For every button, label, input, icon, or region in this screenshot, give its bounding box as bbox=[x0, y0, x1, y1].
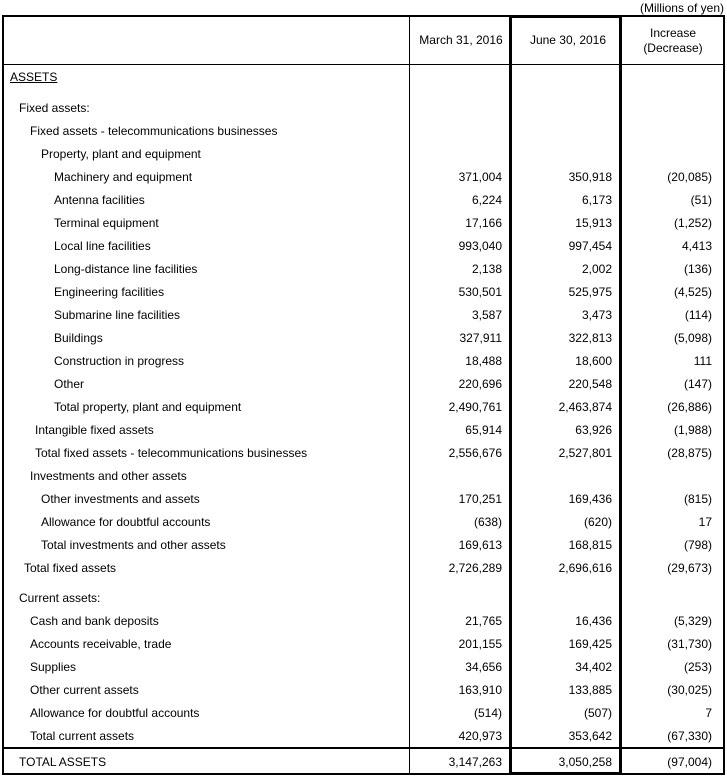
cell-march: 2,138 bbox=[471, 261, 502, 276]
cell-june: 6,173 bbox=[581, 192, 612, 207]
table-row bbox=[4, 586, 723, 609]
table-row bbox=[4, 510, 723, 533]
row-label: Machinery and equipment bbox=[54, 169, 193, 184]
header-increase-decrease bbox=[623, 17, 723, 64]
cell-march: 220,696 bbox=[458, 376, 502, 391]
units-caption: (Millions of yen) bbox=[639, 1, 724, 15]
cell-march: 65,914 bbox=[465, 422, 502, 437]
row-label: Construction in progress bbox=[54, 353, 185, 368]
cell-march: 327,911 bbox=[459, 330, 502, 345]
cell-june: 3,473 bbox=[581, 307, 612, 322]
cell-june: (507) bbox=[583, 705, 612, 720]
row-label: Total investments and other assets bbox=[41, 537, 226, 552]
table-row bbox=[4, 395, 723, 418]
cell-march: 170,251 bbox=[458, 491, 502, 506]
cell-march: (638) bbox=[473, 514, 502, 529]
row-label: Current assets: bbox=[19, 590, 101, 605]
cell-increase: 7 bbox=[705, 705, 712, 720]
cell-increase: (815) bbox=[683, 491, 712, 506]
table-row bbox=[4, 142, 723, 165]
balance-sheet-table bbox=[2, 15, 725, 775]
header-increase-line2: (Decrease) bbox=[643, 40, 703, 55]
row-label: Total fixed assets - telecommunications businesses bbox=[35, 445, 308, 460]
cell-june: (620) bbox=[583, 514, 612, 529]
cell-increase: (798) bbox=[683, 537, 712, 552]
table-row bbox=[4, 165, 723, 188]
cell-increase: (20,085) bbox=[667, 169, 712, 184]
cell-march: 17,166 bbox=[465, 215, 502, 230]
cell-june: 16,436 bbox=[575, 613, 612, 628]
row-label: Intangible fixed assets bbox=[35, 422, 154, 437]
row-label: Total current assets bbox=[30, 728, 135, 743]
cell-increase: (30,025) bbox=[667, 682, 712, 697]
cell-june: 2,463,874 bbox=[558, 399, 612, 414]
row-label: Total property, plant and equipment bbox=[54, 399, 242, 414]
table-row bbox=[4, 326, 723, 349]
cell-june: 353,642 bbox=[568, 728, 612, 743]
row-label: Allowance for doubtful accounts bbox=[41, 514, 211, 529]
cell-increase: (67,330) bbox=[667, 728, 712, 743]
table-row bbox=[4, 655, 723, 678]
cell-march: 530,501 bbox=[458, 284, 502, 299]
cell-march: 18,488 bbox=[465, 353, 502, 368]
row-label: Local line facilities bbox=[54, 238, 151, 253]
cell-june: 2,527,801 bbox=[558, 445, 612, 460]
cell-march: 2,490,761 bbox=[448, 399, 502, 414]
cell-march: (514) bbox=[473, 705, 502, 720]
cell-march: 2,556,676 bbox=[448, 445, 502, 460]
table-row bbox=[4, 349, 723, 372]
table-row bbox=[4, 556, 723, 579]
header-empty-cell bbox=[4, 17, 409, 64]
cell-march: 6,224 bbox=[471, 192, 502, 207]
table-row bbox=[4, 303, 723, 326]
row-label: Fixed assets: bbox=[19, 100, 90, 115]
cell-march: 3,587 bbox=[471, 307, 502, 322]
cell-june: 133,885 bbox=[568, 682, 612, 697]
cell-increase: (5,098) bbox=[673, 330, 712, 345]
row-label: Supplies bbox=[30, 659, 77, 674]
cell-june: 350,918 bbox=[568, 169, 612, 184]
cell-june: 169,436 bbox=[568, 491, 612, 506]
cell-march: 201,155 bbox=[458, 636, 502, 651]
cell-june: 169,425 bbox=[568, 636, 612, 651]
cell-june: 2,002 bbox=[581, 261, 612, 276]
table-row bbox=[4, 724, 723, 747]
cell-increase: (147) bbox=[683, 376, 712, 391]
table-row bbox=[4, 533, 723, 556]
cell-increase: (1,252) bbox=[673, 215, 712, 230]
cell-increase: (31,730) bbox=[667, 636, 712, 651]
table-row bbox=[4, 372, 723, 395]
header-increase-line1: Increase bbox=[649, 25, 697, 40]
table-row bbox=[4, 119, 723, 142]
cell-march: 169,613 bbox=[458, 537, 502, 552]
header-march-31-2016: March 31, 2016 bbox=[419, 33, 503, 47]
cell-june: 3,050,258 bbox=[558, 755, 612, 769]
table-row bbox=[4, 487, 723, 510]
cell-increase: (26,886) bbox=[667, 399, 712, 414]
row-label: Fixed assets - telecommunications businesses bbox=[30, 123, 278, 138]
cell-june: 220,548 bbox=[568, 376, 612, 391]
cell-increase: (5,329) bbox=[673, 613, 712, 628]
row-label: ASSETS bbox=[10, 70, 58, 84]
table-row bbox=[4, 418, 723, 441]
cell-increase: (28,875) bbox=[667, 445, 712, 460]
cell-increase: 17 bbox=[698, 514, 712, 529]
cell-june: 34,402 bbox=[575, 659, 612, 674]
table-header-row bbox=[4, 17, 723, 65]
cell-june: 322,813 bbox=[568, 330, 612, 345]
cell-march: 163,910 bbox=[458, 682, 502, 697]
cell-increase: (97,004) bbox=[667, 755, 712, 769]
table-row bbox=[4, 211, 723, 234]
cell-increase: (136) bbox=[683, 261, 712, 276]
row-label: Submarine line facilities bbox=[54, 307, 181, 322]
cell-increase: (51) bbox=[690, 192, 712, 207]
cell-increase: (1,988) bbox=[673, 422, 712, 437]
row-label: Other investments and assets bbox=[41, 491, 200, 506]
cell-june: 15,913 bbox=[575, 215, 612, 230]
table-row bbox=[4, 188, 723, 211]
table-row bbox=[4, 96, 723, 119]
row-label: Property, plant and equipment bbox=[41, 146, 201, 161]
row-label: Antenna facilities bbox=[54, 192, 145, 207]
row-label: TOTAL ASSETS bbox=[19, 755, 107, 769]
table-row bbox=[4, 747, 723, 775]
cell-march: 21,765 bbox=[465, 613, 502, 628]
row-label: Engineering facilities bbox=[54, 284, 165, 299]
table-row bbox=[4, 257, 723, 280]
row-label: Total fixed assets bbox=[24, 560, 117, 575]
cell-increase: (114) bbox=[684, 307, 712, 322]
table-row bbox=[4, 234, 723, 257]
row-label: Buildings bbox=[54, 330, 103, 345]
table-row bbox=[4, 464, 723, 487]
cell-june: 2,696,616 bbox=[558, 560, 612, 575]
row-label: Other current assets bbox=[30, 682, 139, 697]
cell-march: 2,726,289 bbox=[448, 560, 502, 575]
row-label: Long-distance line facilities bbox=[54, 261, 198, 276]
table-row bbox=[4, 701, 723, 724]
cell-june: 18,600 bbox=[575, 353, 612, 368]
cell-june: 525,975 bbox=[568, 284, 612, 299]
row-label: Terminal equipment bbox=[54, 215, 159, 230]
cell-increase: (253) bbox=[683, 659, 712, 674]
column-separator-line bbox=[409, 17, 410, 773]
cell-increase: (4,525) bbox=[673, 284, 712, 299]
table-row bbox=[4, 632, 723, 655]
cell-march: 420,973 bbox=[458, 728, 502, 743]
cell-june: 168,815 bbox=[568, 537, 612, 552]
header-june-30-2016: June 30, 2016 bbox=[529, 33, 607, 47]
row-label: Allowance for doubtful accounts bbox=[30, 705, 200, 720]
row-label: Other bbox=[54, 376, 85, 391]
row-label: Investments and other assets bbox=[30, 468, 187, 483]
table-row bbox=[4, 678, 723, 701]
table-row bbox=[4, 65, 723, 89]
cell-march: 34,656 bbox=[465, 659, 502, 674]
table-row bbox=[4, 441, 723, 464]
cell-march: 371,004 bbox=[458, 169, 502, 184]
cell-june: 997,454 bbox=[568, 238, 612, 253]
table-row bbox=[4, 280, 723, 303]
row-label: Cash and bank deposits bbox=[30, 613, 159, 628]
cell-increase: 111 bbox=[693, 353, 712, 368]
cell-increase: 4,413 bbox=[681, 238, 712, 253]
cell-march: 993,040 bbox=[458, 238, 502, 253]
cell-march: 3,147,263 bbox=[448, 755, 502, 769]
cell-increase: (29,673) bbox=[667, 560, 712, 575]
table-row bbox=[4, 609, 723, 632]
row-label: Accounts receivable, trade bbox=[30, 636, 172, 651]
cell-june: 63,926 bbox=[575, 422, 612, 437]
